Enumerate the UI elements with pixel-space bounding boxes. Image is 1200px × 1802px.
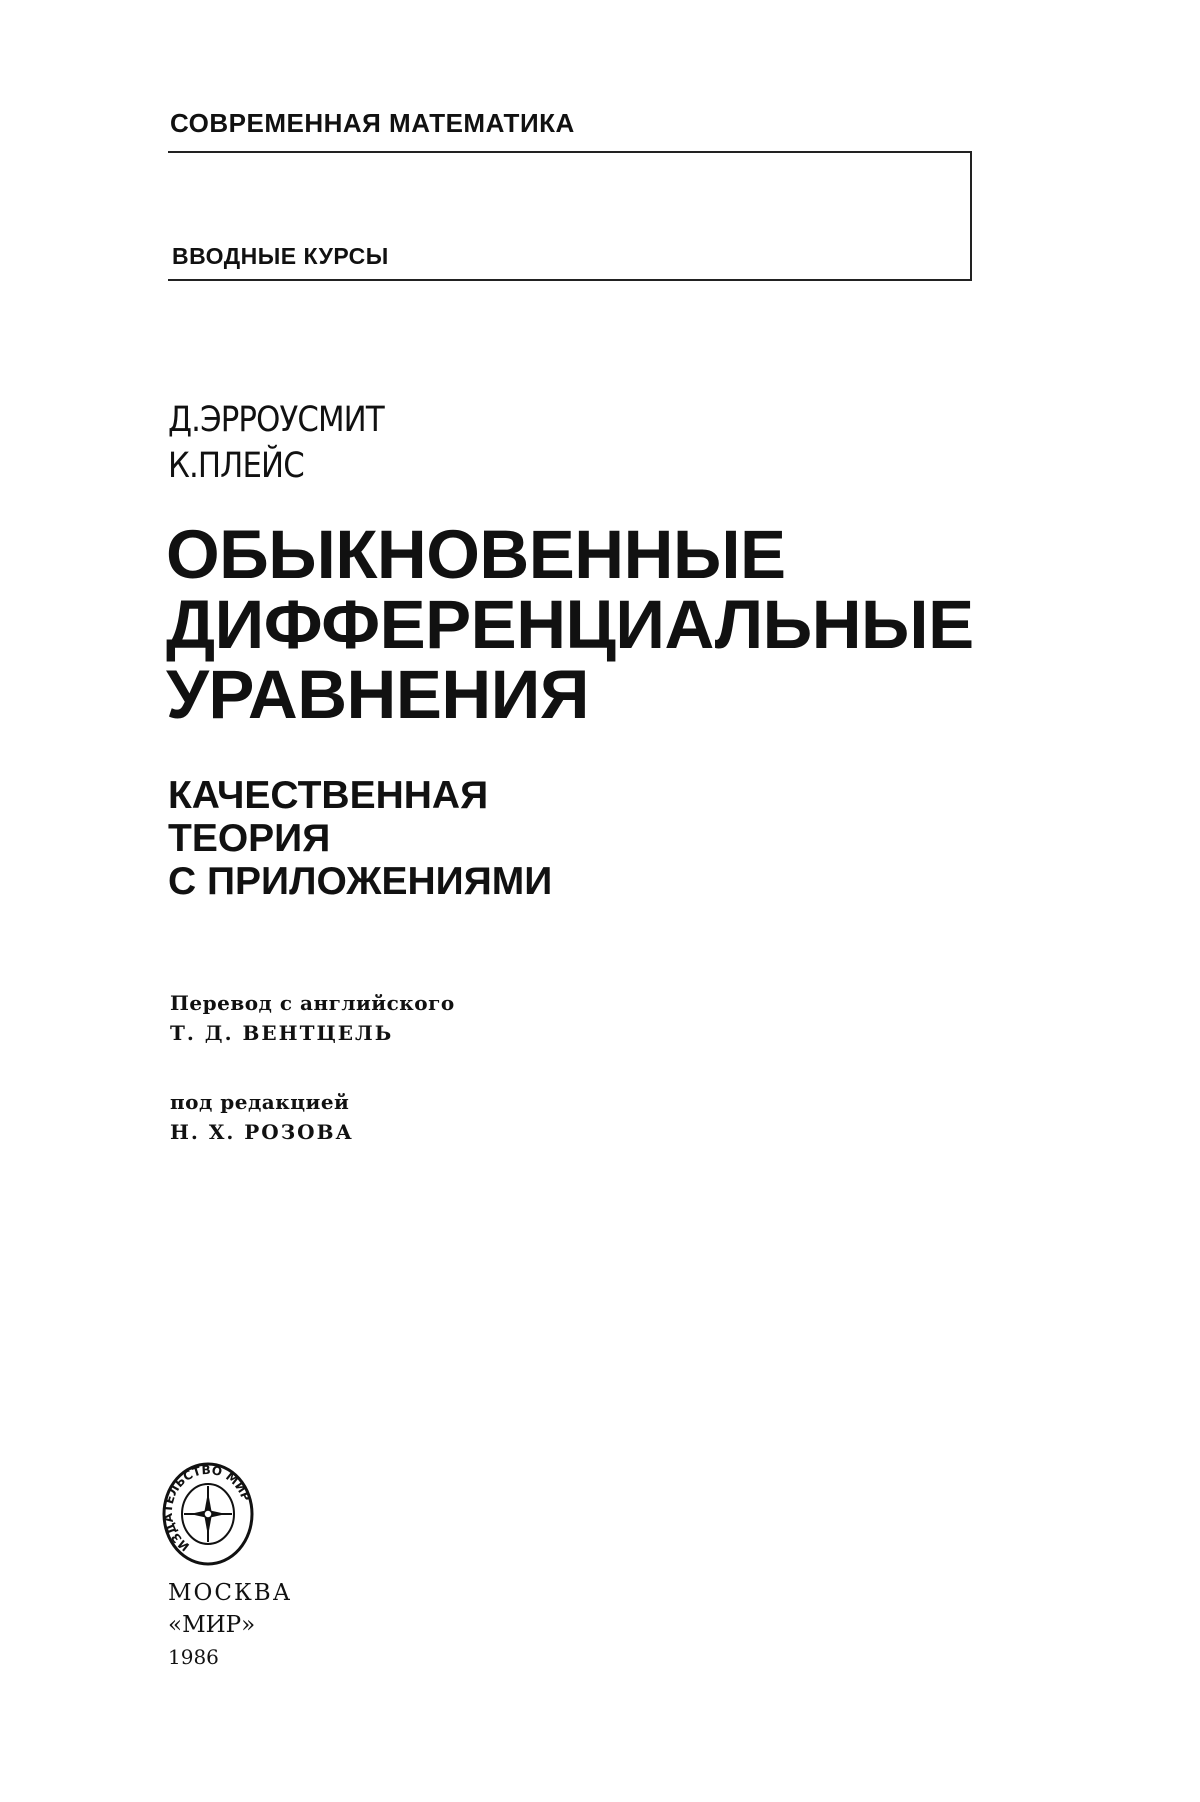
translator-name: Т. Д. ВЕНТЦЕЛЬ [170, 1021, 394, 1045]
mir-publisher-emblem-icon [160, 1458, 256, 1570]
series-subtitle: ВВОДНЫЕ КУРСЫ [172, 243, 389, 269]
book-title-line: ДИФФЕРЕНЦИАЛЬНЫЕ [166, 586, 974, 663]
imprint [168, 1577, 292, 1673]
series-title: СОВРЕМЕННАЯ МАТЕМАТИКА [170, 108, 575, 138]
book-subtitle-line: ТЕОРИЯ [168, 817, 331, 860]
book-title-line: УРАВНЕНИЯ [166, 656, 589, 733]
translation-credit [170, 988, 455, 1048]
editor-credit [170, 1087, 354, 1147]
editor-name: Н. Х. РОЗОВА [170, 1120, 354, 1144]
book-title [166, 516, 974, 733]
book-subtitle-line: КАЧЕСТВЕННАЯ [168, 774, 489, 817]
editor-label: под редакцией [170, 1090, 350, 1114]
book-subtitle [168, 774, 552, 903]
imprint-publisher: «МИР» [168, 1612, 256, 1638]
book-title-line: ОБЫКНОВЕННЫЕ [166, 516, 786, 593]
author-name: Д.ЭРРОУСМИТ [168, 400, 384, 440]
translation-label: Перевод с английского [170, 991, 455, 1015]
book-subtitle-line: С ПРИЛОЖЕНИЯМИ [168, 860, 553, 903]
author-name: К.ПЛЕЙС [168, 446, 304, 486]
imprint-year: 1986 [168, 1645, 219, 1669]
imprint-city: МОСКВА [168, 1580, 293, 1606]
logo-lettering: ИЗДАТЕЛЬСТВО МИР [160, 1462, 254, 1554]
